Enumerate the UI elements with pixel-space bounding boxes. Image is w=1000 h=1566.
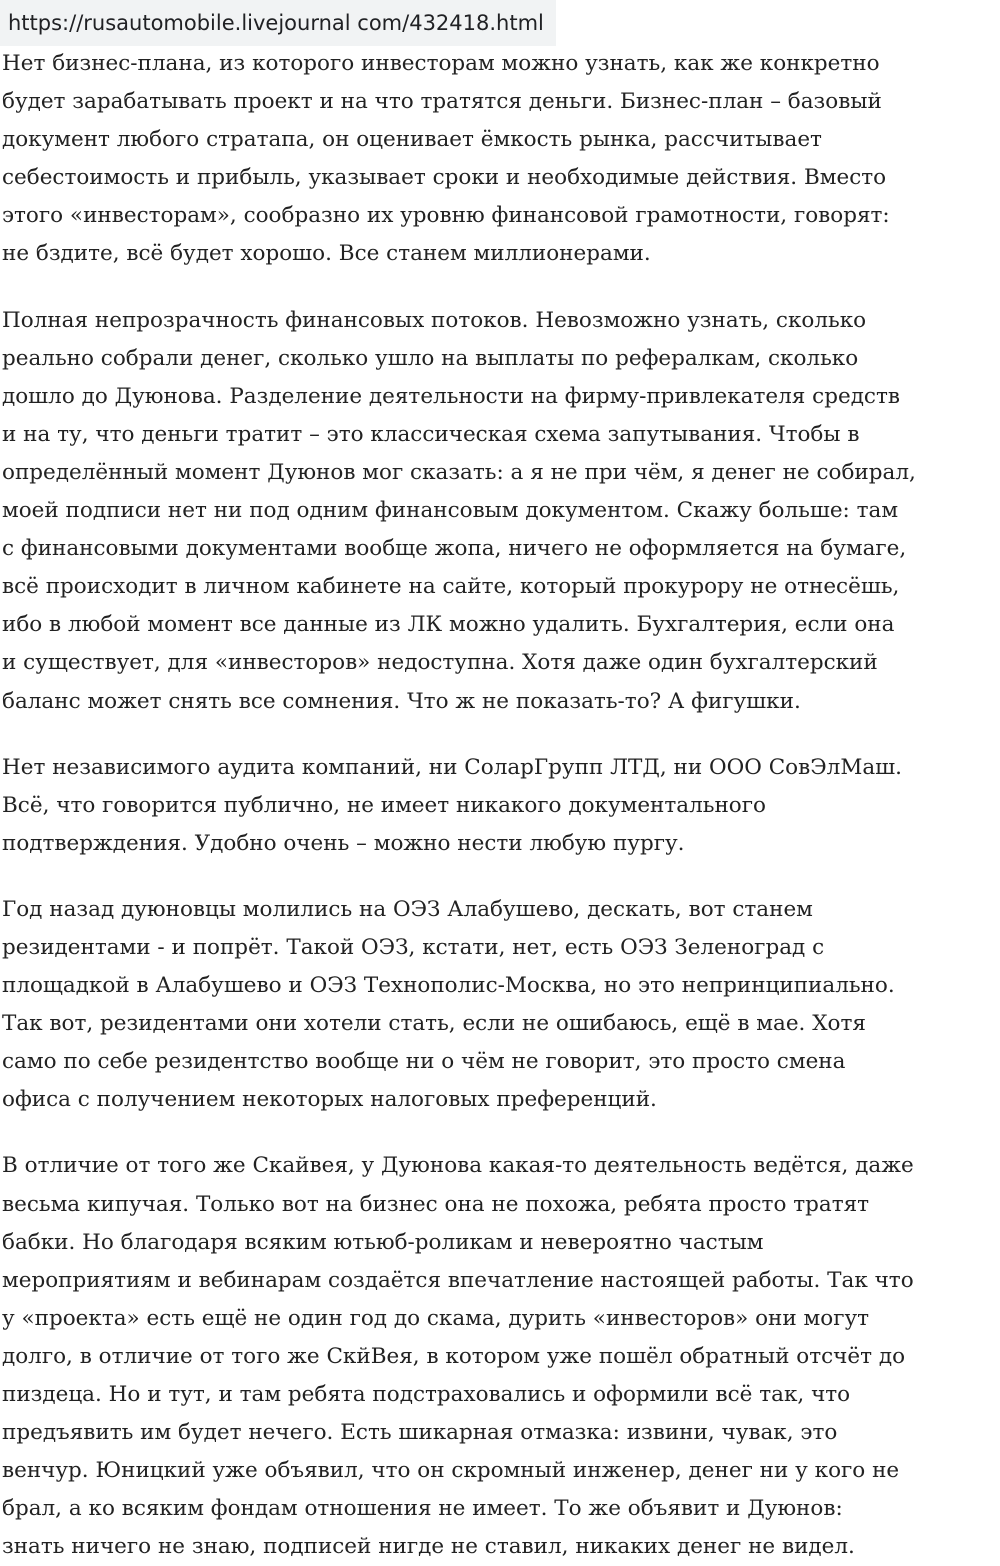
text-line: Нет бизнес-плана, из которого инвесторам можно узнать, как же конкретно: [2, 51, 880, 76]
text-line: брал, а ко всяким фондам отношения не имеет. То же объявит и Дуюнов:: [2, 1496, 843, 1522]
text-line: Нет независимого аудита компаний, ни СоларГрупп ЛТД, ни ООО СовЭлМаш.: [2, 754, 902, 780]
text-line: этого «инвесторам», сообразно их уровню финансовой грамотности, говорят:: [2, 203, 890, 229]
article-paragraph: [2, 891, 1000, 1120]
text-line: мероприятиям и вебинарам создаётся впечатление настоящей работы. Так что: [2, 1267, 914, 1293]
text-line: предъявить им будет нечего. Есть шикарная отмазка: извини, чувак, это: [2, 1420, 838, 1446]
article-paragraph: [2, 749, 1000, 863]
article-paragraph: [2, 1147, 1000, 1566]
text-line: всё происходит в личном кабинете на сайте, который прокурору не отнесёшь,: [2, 574, 900, 600]
article-paragraph: [2, 302, 1000, 721]
address-bar[interactable]: [0, 0, 556, 46]
text-line: венчур. Юницкий уже объявил, что он скромный инженер, денег ни у кого не: [2, 1458, 900, 1484]
text-line: документ любого стратапа, он оценивает ёмкость рынка, рассчитывает: [2, 127, 822, 153]
text-line: офиса с получением некоторых налоговых преференций.: [2, 1087, 657, 1113]
text-line: себестоимость и прибыль, указывает сроки и необходимые действия. Вместо: [2, 165, 887, 191]
text-line: с финансовыми документами вообще жопа, ничего не оформляется на бумаге,: [2, 536, 907, 562]
text-line: и существует, для «инвесторов» недоступна. Хотя даже один бухгалтерский: [2, 650, 878, 676]
text-line: резидентами - и попрёт. Такой ОЭЗ, кстати, нет, есть ОЭЗ Зеленоград с: [2, 934, 825, 960]
text-line: и на ту, что деньги тратит – это классическая схема запутывания. Чтобы в: [2, 421, 860, 447]
text-line: Полная непрозрачность финансовых потоков. Невозможно узнать, сколько: [2, 307, 867, 333]
text-line: определённый момент Дуюнов мог сказать: а я не при чём, я денег не собирал,: [2, 459, 916, 485]
text-line: площадкой в Алабушево и ОЭЗ Технополис-Москва, но это непринципиально.: [2, 973, 895, 999]
text-line: пиздеца. Но и тут, и там ребята подстраховались и оформили всё так, что: [2, 1382, 851, 1407]
text-line: не бздите, всё будет хорошо. Все станем миллионерами.: [2, 241, 651, 267]
text-line: Год назад дуюновцы молились на ОЭЗ Алабушево, дескать, вот станем: [2, 896, 813, 922]
text-line: Всё, что говорится публично, не имеет никакого документального: [2, 792, 766, 818]
text-line: весьма кипучая. Только вот на бизнес она не похожа, ребята просто тратят: [2, 1191, 870, 1217]
text-line: В отличие от того же Скайвея, у Дуюнова какая-то деятельность ведётся, даже: [2, 1153, 914, 1179]
text-line: знать ничего не знаю, подписей нигде не ставил, никаких денег не видел.: [2, 1534, 855, 1560]
text-line: дошло до Дуюнова. Разделение деятельности на фирму-привлекателя средств: [2, 383, 900, 409]
text-line: бабки. Но благодаря всяким ютьюб-роликам и невероятно частым: [2, 1229, 764, 1255]
text-line: реально собрали денег, сколько ушло на выплаты по рефералкам, сколько: [2, 345, 859, 371]
text-line: будет зарабатывать проект и на что тратятся деньги. Бизнес-план – базовый: [2, 89, 882, 115]
text-line: баланс может снять все сомнения. Что ж не показать-то? А фигушки.: [2, 688, 801, 714]
text-line: долго, в отличие от того же СкйВея, в котором уже пошёл обратный отсчёт до: [2, 1343, 906, 1369]
article-body: [2, 45, 1000, 1566]
article-paragraph: [2, 45, 1000, 274]
text-line: ибо в любой момент все данные из ЛК можно удалить. Бухгалтерия, если она: [2, 612, 895, 638]
text-line: само по себе резидентство вообще ни о чём не говорит, это просто смена: [2, 1049, 846, 1075]
text-line: Так вот, резидентами они хотели стать, если не ошибаюсь, ещё в мае. Хотя: [2, 1011, 866, 1037]
text-line: моей подписи нет ни под одним финансовым документом. Скажу больше: там: [2, 498, 899, 524]
text-line: подтверждения. Удобно очень – можно нести любую пургу.: [2, 830, 685, 856]
text-line: у «проекта» есть ещё не один год до скама, дурить «инвесторов» они могут: [2, 1305, 870, 1331]
url-text: https://rusautomobile.livejournal com/432418.html: [8, 11, 544, 35]
